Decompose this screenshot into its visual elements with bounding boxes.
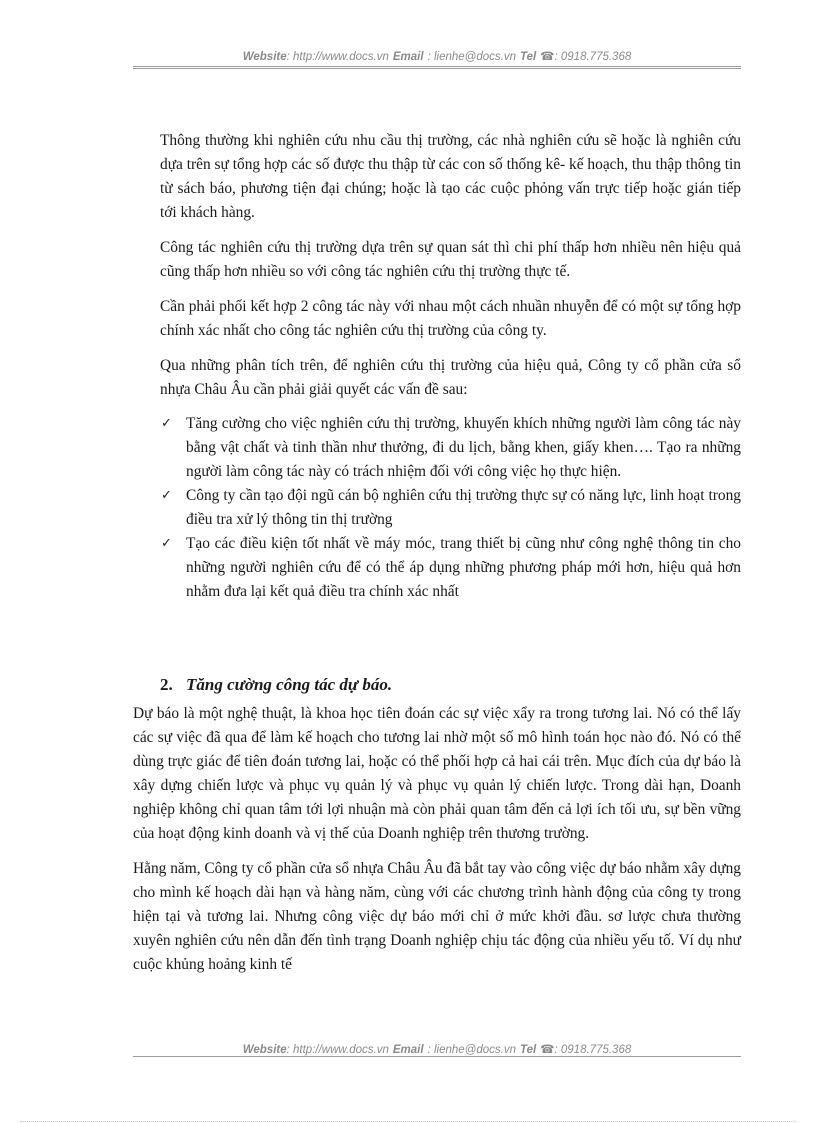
paragraph: Công tác nghiên cứu thị trường dựa trên sự quan sát thì chi phí thấp hơn nhiều nên hiệu quả cũng thấp hơn nhiều so với công tác nghiên cứu thị trường thực tế.	[160, 239, 741, 280]
footer-email-label: Email	[392, 1044, 424, 1056]
footer-email-value[interactable]: : lienhe@docs.vn	[427, 1044, 516, 1056]
section-heading	[133, 672, 741, 698]
footer-website-label: Website	[242, 1044, 287, 1056]
header-email-value[interactable]: : lienhe@docs.vn	[427, 51, 516, 63]
header-website-label: Website	[242, 51, 287, 63]
header-tel-value: : 0918.775.368	[554, 51, 632, 63]
header-website-value[interactable]: : http://www.docs.vn	[286, 51, 389, 63]
paragraph: Thông thường khi nghiên cứu nhu cầu thị trường, các nhà nghiên cứu sẽ hoặc là nghiên cứu dựa trên sự tổng hợp các số được thu thập từ các con số thống kê- kế hoạch, thu thập thông tin từ sách báo, phương tiện đại chúng; hoặc là tạo các cuộc phỏng vấn trực tiếp hoặc gián tiếp tới khách hàng.	[160, 132, 741, 221]
checklist	[133, 412, 741, 604]
paragraph: Cần phải phối kết hợp 2 công tác này với nhau một cách nhuần nhuyễn để có một sự tổng hợp chính xác nhất cho công tác nghiên cứu thị trường của công ty.	[160, 298, 741, 339]
phone-icon: ☎	[540, 51, 555, 63]
footer-divider	[133, 1056, 741, 1057]
checklist-item-text: Công ty cần tạo đội ngũ cán bộ nghiên cứu thị trường thực sự có năng lực, linh hoạt trong điều tra xử lý thông tin thị trường	[186, 487, 741, 528]
paragraph: Hằng năm, Công ty cổ phần cửa sổ nhựa Châu Âu đã bắt tay vào công việc dự báo nhằm xây dựng cho mình kế hoạch dài hạn và hàng năm, cùng với các chương trình hành động của công ty trong hiện tại và tương lai. Nhưng công việc dự báo mới chỉ ở mức khởi đầu. sơ lược chưa thường xuyên nghiên cứu nên dẫn đến tình trạng Doanh nghiệp chịu tác động của nhiều yếu tố. Ví dụ như cuộc khủng hoảng kinh tế	[133, 860, 741, 973]
checklist-item-text: Tạo các điều kiện tốt nhất về máy móc, trang thiết bị cũng như công nghệ thông tin cho những người nghiên cứu để có thể áp dụng những phương pháp mới hơn, hiệu quả hơn nhằm đưa lại kết quả điều tra chính xác nhất	[186, 535, 741, 600]
header-tel-label: Tel	[519, 51, 537, 63]
page-header	[133, 49, 741, 63]
section-number: 2.	[160, 675, 173, 694]
footer-website-value[interactable]: : http://www.docs.vn	[286, 1044, 389, 1056]
checkmark-icon: ✓	[161, 488, 172, 503]
page-footer	[133, 1042, 741, 1056]
checkmark-icon: ✓	[161, 536, 172, 551]
checklist-item	[133, 532, 741, 604]
header-divider	[133, 66, 741, 69]
phone-icon: ☎	[540, 1044, 555, 1056]
checklist-item-text: Tăng cường cho việc nghiên cứu thị trường, khuyến khích những người làm công tác này bằng vật chất và tinh thần như thưởng, đi du lịch, bằng khen, giấy khen…. Tạo ra những người làm công tác này có trách nhiệm đối với công việc họ thực hiện.	[186, 415, 741, 480]
section-title: Tăng cường công tác dự báo.	[186, 675, 393, 694]
paragraph: Dự báo là một nghệ thuật, là khoa học tiên đoán các sự việc xẩy ra trong tương lai. Nó có thể lấy các sự việc đã qua để làm kế hoạch cho tương lai nhờ một số mô hình toán học nào đó. Nó có thể dùng trực giác để tiên đoán tương lai, hoặc có thể phối hợp cả hai cái trên. Mục đích của dự báo là xây dựng chiến lược và phục vụ quản lý và phục vụ quản lý chiến lược. Trong dài hạn, Doanh nghiệp không chỉ quan tâm tới lợi nhuận mà còn phải quan tâm đến cả lợi ích tối ưu, sự bền vững của hoạt động kinh doanh và vị thế của Doanh nghiệp trên thương trường.	[133, 705, 741, 842]
checkmark-icon: ✓	[161, 416, 172, 431]
footer-tel-value: : 0918.775.368	[554, 1044, 632, 1056]
checklist-item	[133, 484, 741, 532]
paragraph: Qua những phân tích trên, để nghiên cứu thị trường của hiệu quả, Công ty cổ phần cửa sổ nhựa Châu Âu cần phải giải quyết các vấn đề sau:	[160, 357, 741, 398]
document-body	[133, 129, 741, 977]
header-email-label: Email	[392, 51, 424, 63]
checklist-item	[133, 412, 741, 484]
footer-tel-label: Tel	[519, 1044, 537, 1056]
page-edge	[20, 1121, 796, 1122]
